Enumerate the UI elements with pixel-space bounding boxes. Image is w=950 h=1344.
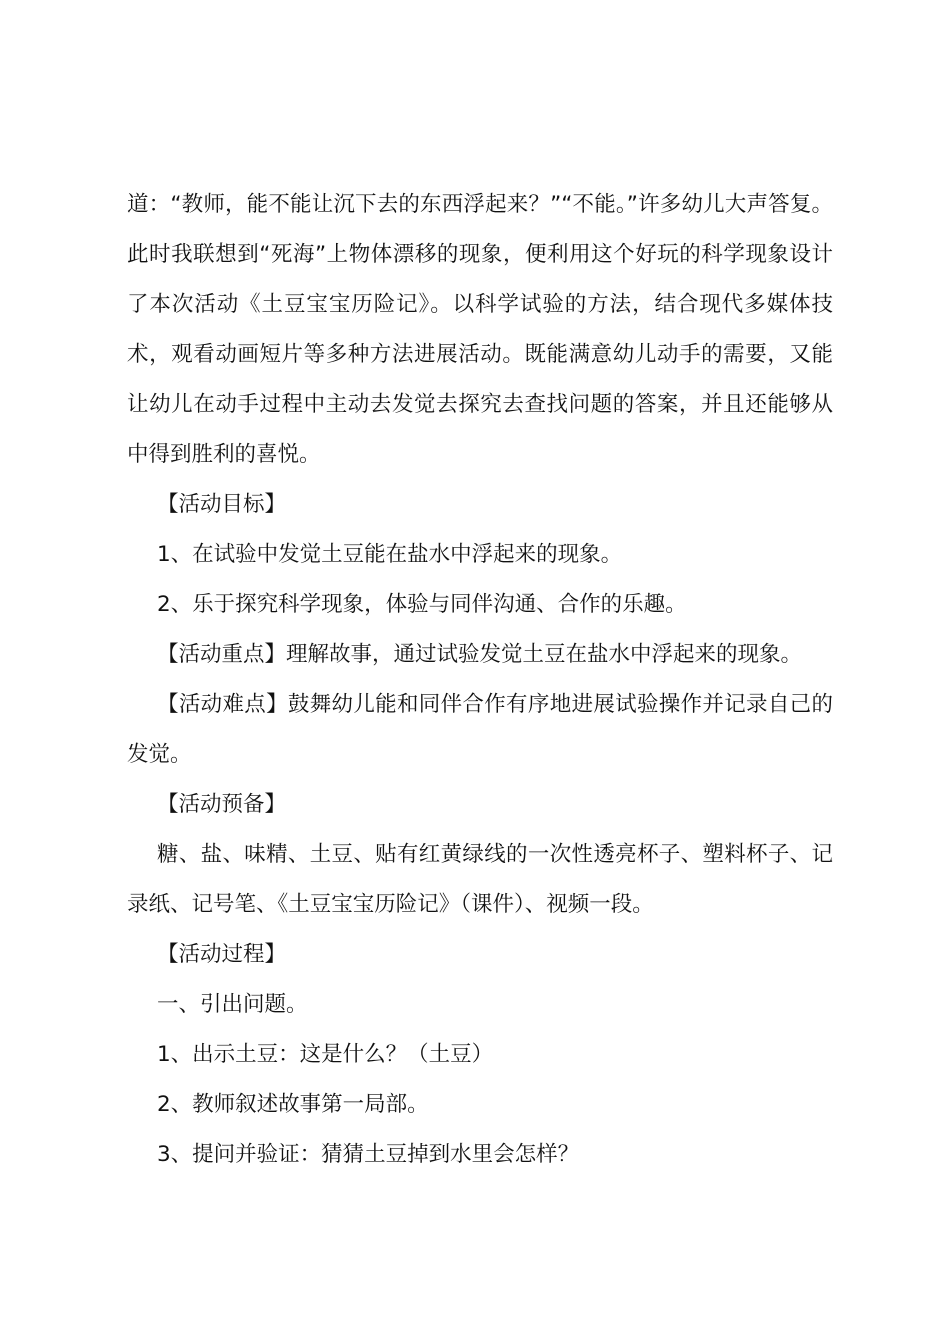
paragraph-intro: 道：“教师，能不能让沉下去的东西浮起来？”“不能。”许多幼儿大声答复。此时我联想到“死海”上物体漂移的现象，便利用这个好玩的科学现象设计了本次活动《土豆宝宝历险记》。以科学试验的方法，结合现代多媒体技术，观看动画短片等多种方法进展活动。既能满意幼儿动手的需要，又能让幼儿在动手过程中主动去发觉去探究去查找问题的答案，并且还能够从中得到胜利的喜悦。 [127,192,833,467]
goal-item-1: 1、在试验中发觉土豆能在盐水中浮起来的现象。 [157,542,623,567]
paragraph-activity-difficulty: 【活动难点】鼓舞幼儿能和同伴合作有序地进展试验操作并记录自己的发觉。 [127,692,833,767]
heading-activity-preparation: 【活动预备】 [157,792,287,817]
heading-activity-goals: 【活动目标】 [157,492,287,517]
heading-activity-process: 【活动过程】 [157,942,287,967]
step-item-1: 1、出示土豆：这是什么？（土豆） [157,1042,494,1067]
paragraph-activity-focus: 【活动重点】理解故事，通过试验发觉土豆在盐水中浮起来的现象。 [157,642,803,667]
step-section-1: 一、引出问题。 [157,992,308,1017]
step-item-3: 3、提问并验证：猜猜土豆掉到水里会怎样？ [157,1142,580,1167]
step-item-2: 2、教师叙述故事第一局部。 [157,1092,429,1117]
document-body [127,180,833,1180]
paragraph-materials: 糖、盐、味精、土豆、贴有红黄绿线的一次性透亮杯子、塑料杯子、记录纸、记号笔、《土豆宝宝历险记》（课件）、视频一段。 [127,842,833,917]
goal-item-2: 2、乐于探究科学现象，体验与同伴沟通、合作的乐趣。 [157,592,687,617]
